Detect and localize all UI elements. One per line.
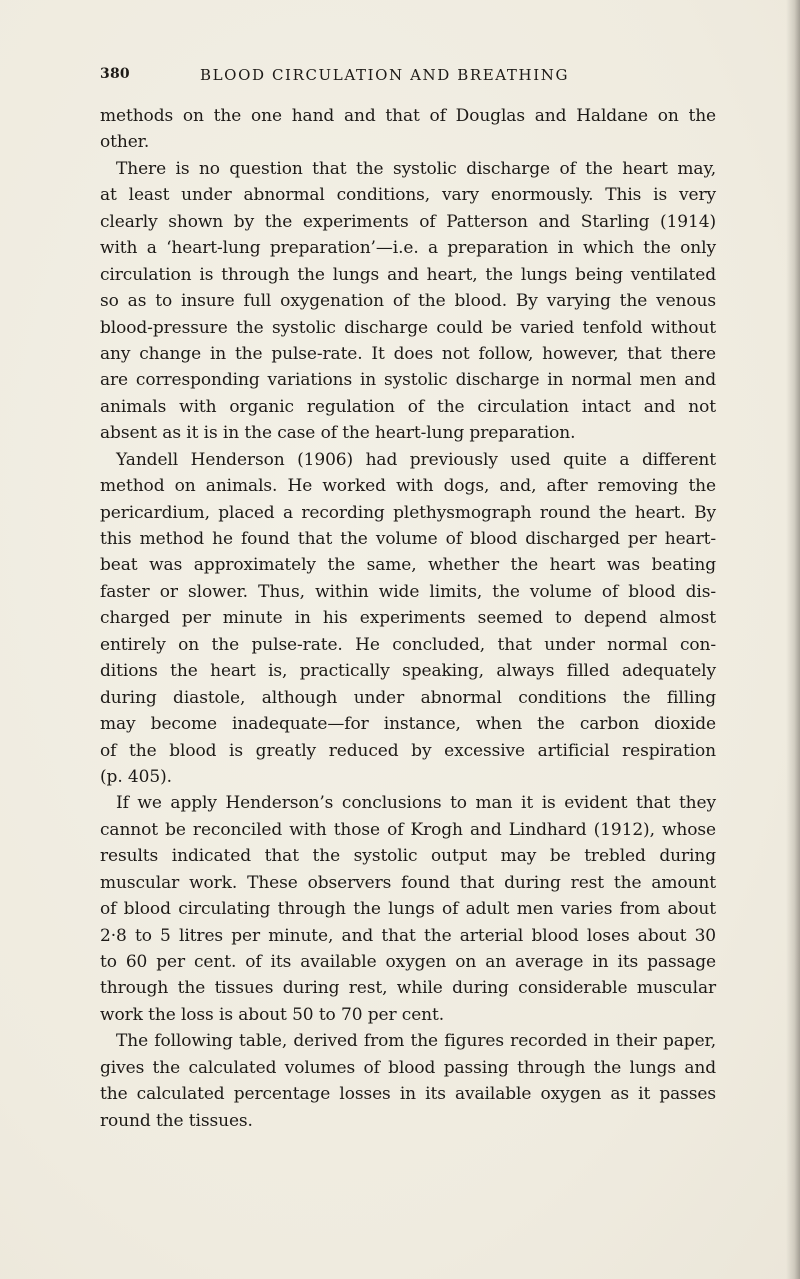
text-line: The following table, derived from the figures recorded in their paper,: [116, 1031, 716, 1052]
text-line: (p. 405).: [100, 766, 172, 787]
text-line: through the tissues during rest, while during considerable muscular: [100, 978, 716, 999]
text-line: so as to insure full oxygenation of the blood. By varying the venous: [100, 291, 716, 312]
text-line: muscular work. These observers found that during rest the amount: [100, 872, 716, 893]
text-line: ditions the heart is, practically speaking, always filled adequately: [100, 661, 716, 682]
text-line: methods on the one hand and that of Douglas and Haldane on the: [100, 106, 716, 126]
text-line: There is no question that the systolic discharge of the heart may,: [116, 158, 716, 179]
running-head: [100, 66, 720, 90]
text-line: the calculated percentage losses in its available oxygen as it passes: [100, 1084, 716, 1105]
text-line: with a ‘heart-lung preparation’—i.e. a preparation in which the only: [100, 238, 716, 259]
text-line: pericardium, placed a recording plethysmograph round the heart. By: [100, 502, 716, 523]
text-line: may become inadequate—for instance, when the carbon dioxide: [100, 714, 716, 735]
text-line: faster or slower. Thus, within wide limits, the volume of blood dis-: [100, 581, 716, 602]
text-line: this method he found that the volume of blood discharged per heart-: [100, 529, 716, 549]
text-line: If we apply Henderson’s conclusions to man it is evident that they: [116, 793, 716, 814]
text-line: work the loss is about 50 to 70 per cent.: [100, 1004, 445, 1025]
text-line: entirely on the pulse-rate. He concluded, that under normal con-: [100, 634, 716, 655]
text-line: results indicated that the systolic output may be trebled during: [100, 846, 716, 867]
text-line: any change in the pulse-rate. It does not follow, however, that there: [100, 343, 716, 364]
text-line: cannot be reconciled with those of Krogh and Lindhard (1912), whose: [100, 819, 716, 840]
text-line: circulation is through the lungs and heart, the lungs being ventilated: [100, 264, 716, 285]
text-line: 2·8 to 5 litres per minute, and that the arterial blood loses about 30: [100, 925, 716, 946]
text-line: method on animals. He worked with dogs, and, after removing the: [100, 476, 716, 497]
text-line: gives the calculated volumes of blood passing through the lungs and: [100, 1057, 716, 1078]
body-text: [100, 103, 716, 1134]
text-line: blood-pressure the systolic discharge could be varied tenfold without: [100, 317, 716, 338]
page-number: 380: [100, 66, 130, 82]
text-line: charged per minute in his experiments seemed to depend almost: [100, 608, 716, 629]
text-line: at least under abnormal conditions, vary enormously. This is very: [100, 185, 716, 206]
running-title: BLOOD CIRCULATION AND BREATHING: [200, 66, 570, 84]
book-gutter-shadow: [786, 0, 800, 1279]
text-line: other.: [100, 132, 150, 153]
text-line: of the blood is greatly reduced by excessive artificial respiration: [100, 740, 716, 761]
text-line: to 60 per cent. of its available oxygen on an average in its passage: [100, 952, 716, 972]
text-line: Yandell Henderson (1906) had previously used quite a different: [116, 449, 716, 470]
text-line: clearly shown by the experiments of Patterson and Starling (1914): [100, 211, 716, 232]
text-line: of blood circulating through the lungs of adult men varies from about: [100, 899, 716, 920]
text-line: absent as it is in the case of the heart-lung preparation.: [100, 423, 576, 444]
text-line: beat was approximately the same, whether the heart was beating: [100, 555, 716, 576]
text-line: are corresponding variations in systolic discharge in normal men and: [100, 370, 716, 391]
text-line: during diastole, although under abnormal conditions the filling: [100, 687, 716, 708]
text-line: round the tissues.: [100, 1110, 253, 1131]
text-line: animals with organic regulation of the circulation intact and not: [100, 396, 716, 417]
